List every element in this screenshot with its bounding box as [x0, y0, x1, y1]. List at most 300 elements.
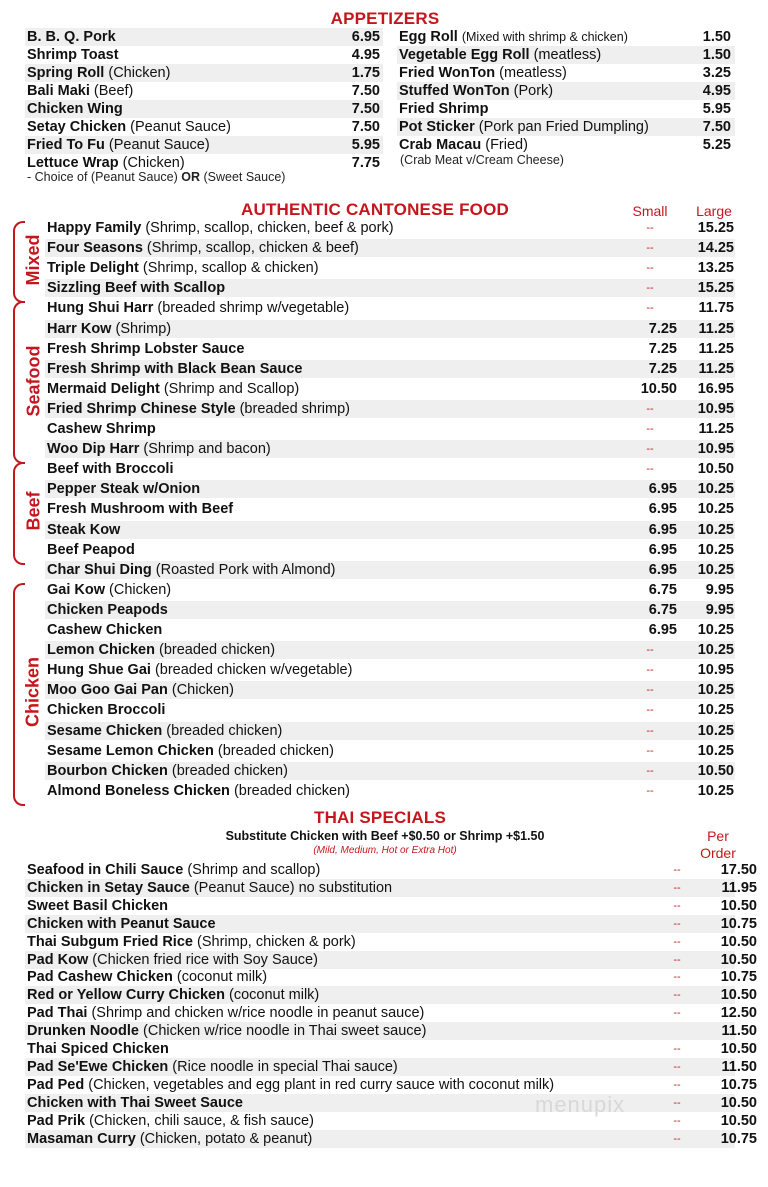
item-price: 10.50	[720, 987, 757, 1004]
item-price: 10.75	[720, 969, 757, 986]
menu-item-text	[27, 28, 116, 46]
menu-item-row	[25, 986, 757, 1004]
menu-item-text	[47, 279, 225, 297]
menu-item-text	[27, 915, 216, 933]
small-price: --	[646, 684, 654, 697]
item-description: (Chicken w/rice noodle in Thai sweet sauce)	[143, 1023, 427, 1040]
item-name: Harr Kow	[47, 320, 112, 337]
menu-item-row	[45, 360, 735, 378]
small-price: --	[646, 443, 654, 456]
item-description: (Roasted Pork with Almond)	[155, 561, 336, 578]
menu-item-text	[47, 299, 349, 317]
menu-item-text	[27, 1130, 312, 1148]
menu-item-row	[45, 521, 735, 539]
appetizers-title: APPETIZERS	[330, 9, 440, 28]
item-price: 5.95	[702, 101, 731, 117]
menu-item-row	[25, 1076, 757, 1094]
small-price: --	[673, 989, 681, 1002]
menu-item-row	[25, 861, 757, 879]
menu-item-row	[397, 100, 735, 118]
item-description: (Chicken, potato & peanut)	[139, 1130, 313, 1147]
menu-item-text	[27, 64, 170, 82]
item-name: Bourbon Chicken	[47, 762, 168, 779]
category-label-beef: Beef	[23, 491, 43, 531]
menu-item-text	[399, 28, 628, 46]
item-name: Red or Yellow Curry Chicken	[27, 987, 225, 1004]
category-label-chicken: Chicken	[23, 657, 43, 728]
item-price: 7.50	[702, 119, 731, 135]
menu-item-text	[47, 219, 394, 237]
item-price: 10.50	[720, 1094, 757, 1111]
menu-item-row	[45, 782, 735, 800]
small-price: 6.95	[648, 561, 677, 578]
item-name: Egg Roll	[399, 29, 458, 45]
item-name: Setay Chicken	[27, 119, 127, 135]
menu-item-text	[47, 360, 302, 378]
menu-item-row	[45, 701, 735, 719]
large-price: 11.25	[698, 421, 734, 437]
small-price: --	[673, 1007, 681, 1020]
large-price: 10.95	[697, 441, 734, 458]
cantonese-title: AUTHENTIC CANTONESE FOOD	[241, 200, 509, 219]
item-name: Chicken Broccoli	[47, 702, 166, 719]
crab-macau-note: (Crab Meat v/Cream Cheese)	[400, 153, 564, 167]
item-name: Vegetable Egg Roll	[399, 47, 530, 63]
small-price: --	[646, 784, 654, 797]
small-price: --	[673, 1043, 681, 1055]
item-name: Chicken with Thai Sweet Sauce	[27, 1094, 243, 1111]
menu-item-row	[25, 1004, 757, 1022]
item-name: Fresh Mushroom with Beef	[47, 501, 234, 518]
item-description: (breaded chicken w/vegetable)	[154, 662, 353, 679]
item-name: Thai Subgum Fried Rice	[27, 933, 193, 950]
item-price: 7.50	[351, 119, 380, 135]
small-price: --	[646, 764, 654, 777]
item-name: Triple Delight	[47, 260, 139, 277]
small-price: 6.95	[648, 501, 677, 518]
small-price: --	[673, 953, 681, 966]
item-name: Lemon Chicken	[47, 642, 155, 659]
item-description: (Peanut Sauce) no substitution	[193, 879, 393, 896]
item-name: Thai Spiced Chicken	[27, 1041, 169, 1057]
menu-item-row	[25, 1130, 757, 1148]
small-price: --	[646, 242, 654, 255]
col-header-per-order: Per Order	[700, 828, 736, 861]
menu-item-text	[27, 1094, 243, 1112]
item-name: Almond Boneless Chicken	[47, 782, 230, 799]
small-price: 10.50	[640, 380, 677, 397]
menu-item-row	[45, 500, 735, 518]
item-name: Moo Goo Gai Pan	[47, 682, 168, 699]
item-name: Happy Family	[47, 220, 142, 236]
item-description: (Shrimp, chicken & pork)	[197, 933, 356, 950]
item-description: (breaded shrimp)	[239, 400, 351, 417]
menu-item-row	[45, 581, 735, 599]
small-price: --	[646, 262, 654, 275]
item-price: 4.95	[351, 47, 380, 63]
menu-item-row	[397, 64, 735, 82]
item-name: Woo Dip Harr	[47, 441, 140, 458]
menu-item-text	[47, 340, 244, 358]
menu-item-text	[27, 82, 133, 100]
menu-item-text	[47, 701, 165, 719]
menu-item-row	[25, 1040, 757, 1058]
item-description: (Chicken)	[109, 581, 172, 598]
item-description: (Mixed with shrimp & chicken)	[461, 30, 628, 44]
item-description: (breaded chicken)	[159, 642, 276, 659]
menu-item-text	[47, 400, 350, 418]
item-name: Gai Kow	[47, 581, 106, 598]
menu-item-row	[25, 897, 757, 915]
large-price: 11.25	[698, 340, 734, 357]
item-name: Sweet Basil Chicken	[27, 897, 169, 914]
item-name: Fried Shrimp	[399, 101, 489, 117]
item-description: (Shrimp, scallop, chicken, beef & pork)	[145, 220, 394, 236]
col-header-small: Small	[632, 203, 668, 219]
menu-item-text	[47, 440, 271, 458]
item-name: Chicken Peapods	[47, 601, 168, 618]
menu-item-row	[45, 320, 735, 338]
small-price: --	[646, 302, 654, 315]
menu-item-text	[27, 1076, 554, 1094]
item-name: Pad Kow	[27, 951, 89, 968]
item-price: 4.95	[702, 83, 731, 99]
menu-item-text	[27, 986, 319, 1004]
item-description: (Rice noodle in special Thai sauce)	[172, 1058, 398, 1075]
menu-item-text	[47, 641, 275, 659]
menu-item-row	[45, 340, 735, 358]
col-header-large: Large	[696, 203, 732, 219]
menu-item-text	[399, 64, 567, 82]
item-name: Sesame Chicken	[47, 722, 163, 739]
small-price: --	[646, 222, 654, 234]
menu-item-row	[45, 380, 735, 398]
menu-item-row	[25, 28, 383, 46]
small-price: --	[673, 935, 681, 948]
item-description: (Chicken)	[171, 682, 234, 699]
small-price: --	[646, 463, 654, 476]
menu-item-row	[397, 136, 735, 154]
small-price: 6.95	[648, 622, 677, 638]
item-description: (Shrimp and Scallop)	[163, 380, 300, 397]
large-price: 15.25	[697, 280, 734, 297]
large-price: 10.25	[697, 541, 734, 558]
small-price: --	[673, 1060, 681, 1073]
menu-item-text	[27, 933, 356, 951]
item-price: 11.95	[721, 879, 757, 896]
item-name: Masaman Curry	[27, 1130, 136, 1147]
large-price: 13.25	[697, 260, 734, 277]
large-price: 9.95	[705, 581, 734, 598]
item-price: 7.75	[351, 155, 380, 171]
small-price: 6.95	[648, 481, 677, 498]
menu-item-text	[27, 1022, 426, 1040]
item-name: Sizzling Beef with Scallop	[47, 280, 226, 297]
item-description: (breaded chicken)	[233, 782, 351, 799]
small-price: --	[673, 1096, 681, 1109]
small-price: --	[673, 1114, 681, 1127]
small-price: --	[673, 1078, 681, 1091]
item-description: (meatless)	[533, 47, 602, 63]
item-name: Pot Sticker	[399, 119, 475, 135]
menu-item-text	[27, 118, 231, 136]
item-name: Crab Macau	[399, 137, 482, 153]
menu-item-text	[27, 100, 123, 118]
menu-item-row	[45, 219, 735, 237]
item-description: (breaded chicken)	[217, 742, 334, 759]
menu-item-text	[47, 722, 282, 740]
menu-item-row	[25, 100, 383, 118]
menu-item-row	[45, 722, 735, 740]
small-price: --	[646, 644, 654, 657]
menu-item-row	[25, 118, 383, 136]
thai-spice-note: (Mild, Medium, Hot or Extra Hot)	[313, 845, 457, 856]
item-name: Fresh Shrimp with Black Bean Sauce	[47, 360, 303, 377]
large-price: 10.25	[697, 722, 734, 739]
menu-item-text	[27, 951, 318, 969]
item-price: 11.50	[721, 1023, 757, 1040]
menu-item-row	[25, 46, 383, 64]
item-description: (Peanut Sauce)	[130, 119, 231, 135]
small-price: --	[646, 724, 654, 737]
item-description: (coconut milk)	[229, 987, 320, 1004]
large-price: 10.25	[697, 702, 734, 719]
menu-item-text	[27, 879, 392, 897]
item-price: 7.50	[351, 83, 380, 99]
menu-item-text	[399, 46, 601, 64]
item-price: 10.75	[720, 915, 757, 932]
large-price: 10.25	[697, 622, 734, 638]
item-name: Cashew Chicken	[47, 622, 163, 638]
item-price: 10.50	[720, 951, 757, 968]
item-description: (Chicken)	[122, 155, 185, 171]
item-price: 10.75	[720, 1130, 757, 1147]
item-name: Bali Maki	[27, 83, 90, 99]
item-name: Pad Thai	[27, 1005, 88, 1022]
large-price: 10.25	[697, 561, 734, 578]
item-name: Mermaid Delight	[47, 380, 160, 397]
menu-item-row	[25, 879, 757, 897]
large-price: 10.25	[697, 521, 734, 538]
item-name: Beef Peapod	[47, 541, 135, 558]
large-price: 10.25	[697, 481, 734, 498]
menu-item-text	[27, 897, 168, 915]
item-description: (Pork)	[513, 83, 554, 99]
item-name: Lettuce Wrap	[27, 155, 119, 171]
item-name: Pad Ped	[27, 1076, 85, 1093]
large-price: 10.25	[697, 501, 734, 518]
menu-item-text	[47, 541, 135, 559]
item-name: Hung Shui Harr	[47, 300, 154, 317]
menu-item-text	[47, 239, 359, 257]
menu-item-row	[25, 915, 757, 933]
appetizers-sauce-note: - Choice of (Peanut Sauce) OR (Sweet Sauce)	[27, 170, 286, 184]
item-description: (Chicken, chili sauce, & fish sauce)	[89, 1112, 314, 1129]
item-name: Fried WonTon	[399, 65, 496, 81]
item-price: 6.95	[351, 29, 380, 45]
menu-item-text	[27, 136, 210, 154]
menu-item-row	[25, 968, 757, 986]
menu-item-row	[45, 299, 735, 317]
menu-item-text	[47, 259, 319, 277]
thai-title: THAI SPECIALS	[313, 808, 446, 827]
menu-item-text	[47, 782, 350, 800]
menu-item-row	[45, 621, 735, 639]
small-price: --	[673, 971, 681, 984]
menu-item-row	[25, 82, 383, 100]
large-price: 9.95	[705, 601, 734, 618]
menu-item-text	[399, 100, 488, 118]
menu-item-row	[45, 681, 735, 699]
small-price: 7.25	[648, 360, 677, 377]
small-price: 6.95	[648, 521, 677, 538]
item-price: 3.25	[702, 65, 731, 81]
small-price: --	[646, 282, 654, 295]
item-description: (Peanut Sauce)	[108, 137, 210, 153]
menu-item-row	[45, 279, 735, 297]
menu-item-text	[27, 1058, 398, 1076]
large-price: 15.25	[697, 220, 734, 236]
item-name: Shrimp Toast	[27, 47, 119, 63]
item-name: B. B. Q. Pork	[27, 29, 116, 45]
item-price: 5.25	[702, 137, 731, 153]
large-price: 10.25	[697, 642, 734, 659]
small-price: 7.25	[648, 340, 677, 357]
menu-item-row	[45, 641, 735, 659]
menu-item-text	[47, 661, 352, 679]
item-name: Pad Cashew Chicken	[27, 969, 173, 986]
menu-item-row	[45, 400, 735, 418]
menu-item-row	[45, 239, 735, 257]
item-name: Pad Se'Ewe Chicken	[27, 1058, 169, 1075]
item-name: Chicken in Setay Sauce	[27, 879, 190, 896]
menu-item-text	[47, 460, 174, 478]
item-description: (Pork pan Fried Dumpling)	[478, 119, 649, 135]
menu-item-row	[45, 601, 735, 619]
large-price: 10.25	[697, 682, 734, 699]
small-price: --	[673, 1132, 681, 1145]
small-price: 6.75	[648, 581, 677, 598]
large-price: 10.95	[697, 662, 734, 679]
menu-item-row	[25, 1094, 757, 1112]
menu-item-text	[47, 561, 335, 579]
item-price: 5.95	[351, 137, 380, 153]
item-name: Pad Prik	[27, 1112, 86, 1129]
item-name: Steak Kow	[47, 521, 121, 538]
menu-item-text	[399, 118, 649, 136]
menu-item-text	[47, 500, 233, 518]
item-price: 17.50	[720, 862, 757, 878]
menu-item-text	[47, 681, 234, 699]
small-price: --	[646, 744, 654, 757]
thai-substitute-note: Substitute Chicken with Beef +$0.50 or Shrimp +$1.50	[225, 829, 545, 843]
menu-item-text	[27, 861, 320, 879]
item-description: (breaded shrimp w/vegetable)	[157, 300, 350, 317]
small-price: --	[673, 899, 681, 912]
item-description: (Beef)	[93, 83, 134, 99]
watermark: menupix	[535, 1092, 626, 1117]
menu-item-row	[45, 742, 735, 760]
menu-item-row	[25, 1112, 757, 1130]
menu-item-row	[25, 1022, 757, 1040]
menu-item-row	[45, 460, 735, 478]
menu-item-text	[47, 742, 334, 760]
large-price: 11.25	[698, 360, 734, 377]
item-name: Cashew Shrimp	[47, 421, 156, 437]
menu-item-row	[25, 1058, 757, 1076]
menu-item-row	[45, 561, 735, 579]
item-description: (Shrimp and scallop)	[187, 862, 321, 878]
menu-item-text	[27, 1040, 169, 1058]
item-description: (Chicken fried rice with Soy Sauce)	[92, 951, 318, 968]
menu-item-text	[27, 46, 119, 64]
menu-item-text	[47, 762, 288, 780]
item-name: Beef with Broccoli	[47, 461, 174, 478]
menu-item-row	[45, 259, 735, 277]
item-description: (meatless)	[499, 65, 567, 81]
menu-item-row	[25, 136, 383, 154]
item-name: Sesame Lemon Chicken	[47, 742, 214, 759]
item-name: Stuffed WonTon	[399, 83, 510, 99]
item-price: 10.50	[720, 933, 757, 950]
item-price: 12.50	[720, 1005, 757, 1022]
item-description: (coconut milk)	[176, 969, 268, 986]
item-name: Fried To Fu	[27, 137, 105, 153]
small-price: --	[673, 917, 681, 930]
menu-item-text	[47, 480, 200, 498]
item-name: Drunken Noodle	[27, 1023, 139, 1040]
item-description: (Chicken, vegetables and egg plant in red curry sauce with coconut milk)	[88, 1076, 555, 1093]
item-description: (Shrimp, scallop & chicken)	[142, 260, 319, 277]
item-name: Pepper Steak w/Onion	[47, 481, 201, 498]
small-price: 6.75	[648, 601, 677, 618]
menu-item-text	[27, 1004, 424, 1022]
menu-item-text	[27, 1112, 314, 1130]
menu-item-row	[45, 440, 735, 458]
item-price: 10.50	[720, 1041, 757, 1057]
item-name: Char Shui Ding	[47, 561, 152, 578]
menu-item-row	[25, 951, 757, 969]
small-price: --	[646, 423, 654, 435]
item-name: Fresh Shrimp Lobster Sauce	[47, 340, 245, 357]
item-description: (Fried)	[485, 137, 528, 153]
item-description: (Shrimp and bacon)	[143, 441, 271, 458]
large-price: 10.50	[697, 762, 734, 779]
menu-item-text	[47, 320, 171, 338]
small-price: --	[646, 402, 654, 415]
menu-item-row	[397, 28, 735, 46]
menu-item-row	[397, 46, 735, 64]
item-description: (Shrimp and chicken w/rice noodle in peanut sauce)	[91, 1005, 425, 1022]
category-label-mixed: Mixed	[23, 234, 44, 286]
small-price: --	[673, 864, 681, 876]
small-price: 6.95	[648, 541, 677, 558]
large-price: 14.25	[697, 240, 734, 257]
large-price: 10.25	[697, 742, 734, 759]
menu-item-row	[45, 762, 735, 780]
item-price: 10.75	[720, 1076, 757, 1093]
small-price: --	[673, 881, 681, 894]
item-price: 1.50	[702, 29, 731, 45]
menu-item-row	[45, 661, 735, 679]
menu-item-text	[47, 601, 168, 619]
menu-item-text	[47, 380, 299, 398]
large-price: 11.75	[698, 300, 734, 317]
item-price: 10.50	[720, 1112, 757, 1129]
item-price: 1.50	[702, 47, 731, 63]
menu-item-row	[25, 64, 383, 82]
large-price: 10.25	[697, 782, 734, 799]
